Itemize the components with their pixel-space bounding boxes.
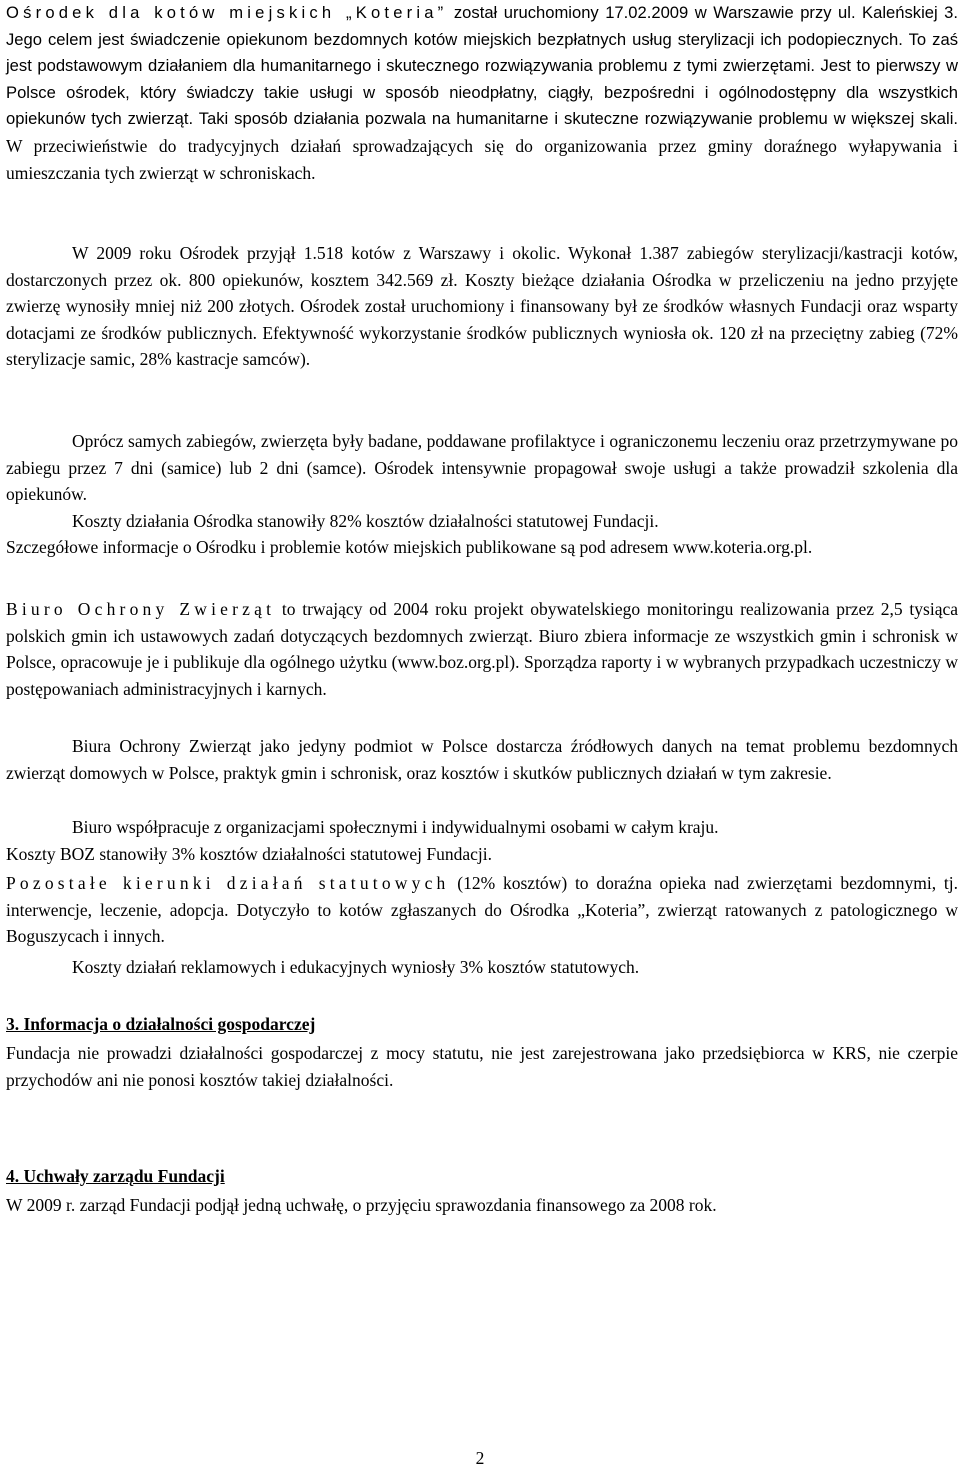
koteria-paragraph-continuation: W przeciwieństwie do tradycyjnych działań sprowadzających się do organizowania przez gminy doraźnego wyłapywania i umieszczania tych zwierząt w schroniskach. <box>6 135 958 183</box>
koteria-name: Ośrodek dla kotów miejskich „Koteria” <box>6 3 448 22</box>
boz-paragraph <box>6 596 958 702</box>
koteria-costs-paragraph: Koszty działania Ośrodka stanowiły 82% kosztów działalności statutowej Fundacji. <box>72 511 659 531</box>
boz-name: Biuro Ochrony Zwierząt <box>6 599 276 619</box>
other-activities-paragraph <box>6 870 958 950</box>
section-3-body: Fundacja nie prowadzi działalności gospodarczej z mocy statutu, nie jest zarejestrowana jako przedsiębiorca w KRS, nie czerpie przychodów ani nie ponosi kosztów takiej działalności. <box>6 1043 958 1090</box>
boz-costs-paragraph: Koszty BOZ stanowiły 3% kosztów działalności statutowej Fundacji. <box>6 844 493 864</box>
koteria-services-paragraph: Oprócz samych zabiegów, zwierzęta były badane, poddawane profilaktyce i ograniczonemu leczeniu oraz przetrzymywane po zabiegu przez 7 dni (samice) lub 2 dni (samce). Ośrodek intensywnie propagował swoje usługi a także prowadził szkolenia dla opiekunów. <box>6 431 958 504</box>
other-activities-heading: Pozostałe kierunki działań statutowych <box>6 873 450 893</box>
section-4-title: 4. Uchwały zarządu Fundacji <box>6 1166 225 1186</box>
koteria-info-paragraph: Szczegółowe informacje o Ośrodku i problemie kotów miejskich publikowane są pod adresem www.koteria.org.pl. <box>6 537 813 557</box>
koteria-stats-paragraph: W 2009 roku Ośrodek przyjął 1.518 kotów z Warszawy i okolic. Wykonał 1.387 zabiegów sterylizacji/kastracji kotów, dostarczonych przez ok. 800 opiekunów, kosztem 342.569 zł. Koszty bieżące działania Ośrodka w przeliczeniu na jedno przyjęte zwierzę wynosiły mniej niż 200 złotych. Ośrodek został uruchomiony i finansowany był ze środków własnych Fundacji oraz wsparty dotacjami ze środków publicznych. Efektywność wykorzystanie środków publicznych wyniosła ok. 120 zł na przeciętny zabieg (72% sterylizacje samic, 28% kastracje samców). <box>6 243 958 369</box>
page-number: 2 <box>475 1448 485 1468</box>
koteria-paragraph <box>6 0 958 188</box>
boz-intro-text: to trwający od 2004 roku projekt obywatelskiego monitoringu realizowania przez 2,5 tysiąca polskich gmin ich ustawowych zadań dotyczących bezdomnych zwierząt. Biuro zbiera informacje ze wszystkich gmin i schronisk w Polsce, opracowuje je i publikuje dla ogólnego użytku (www.boz.org.pl). Sporządza raporty i w wybranych przypadkach uczestniczy w postępowaniach administracyjnych i karnych. <box>6 599 958 699</box>
section-3-title: 3. Informacja o działalności gospodarczej <box>6 1014 316 1034</box>
koteria-intro-text: został uruchomiony 17.02.2009 w Warszawie przy ul. Kaleńskiej 3. Jego celem jest świadczenie opiekunom bezdomnych kotów miejskich bezpłatnych usług sterylizacji ich podopiecznych. To zaś jest podstawowym działaniem dla humanitarnego i skutecznego rozwiązywania problemu z tymi zwierzętami. Jest to pierwszy w Polsce ośrodek, który świadczy takie usługi w sposób nieodpłatny, ciągły, bezpośredni i ogólnodostępny dla wszystkich opiekunów tych zwierząt. Taki sposób działania pozwala na humanitarne i skuteczne rozwiązywanie problemu w większej skali. <box>6 3 959 128</box>
boz-data-paragraph: Biura Ochrony Zwierząt jako jedyny podmiot w Polsce dostarcza źródłowych danych na temat problemu bezdomnych zwierząt domowych w Polsce, praktyk gmin i schronisk, oraz kosztów i skutków publicznych działań w tym zakresie. <box>6 736 958 783</box>
section-4-body: W 2009 r. zarząd Fundacji podjął jedną uchwałę, o przyjęciu sprawozdania finansowego za 2008 rok. <box>6 1195 717 1215</box>
other-activities-text: (12% kosztów) to doraźna opieka nad zwierzętami bezdomnymi, tj. interwencje, leczenie, adopcja. Dotyczyło to kotów zgłaszanych do Ośrodka „Koteria”, zwierząt ratowanych z patologicznego w Boguszycach i innych. <box>6 873 958 946</box>
other-costs-paragraph: Koszty działań reklamowych i edukacyjnych wyniosły 3% kosztów statutowych. <box>72 957 640 977</box>
boz-cooperation-paragraph: Biuro współpracuje z organizacjami społecznymi i indywidualnymi osobami w całym kraju. <box>72 817 719 837</box>
